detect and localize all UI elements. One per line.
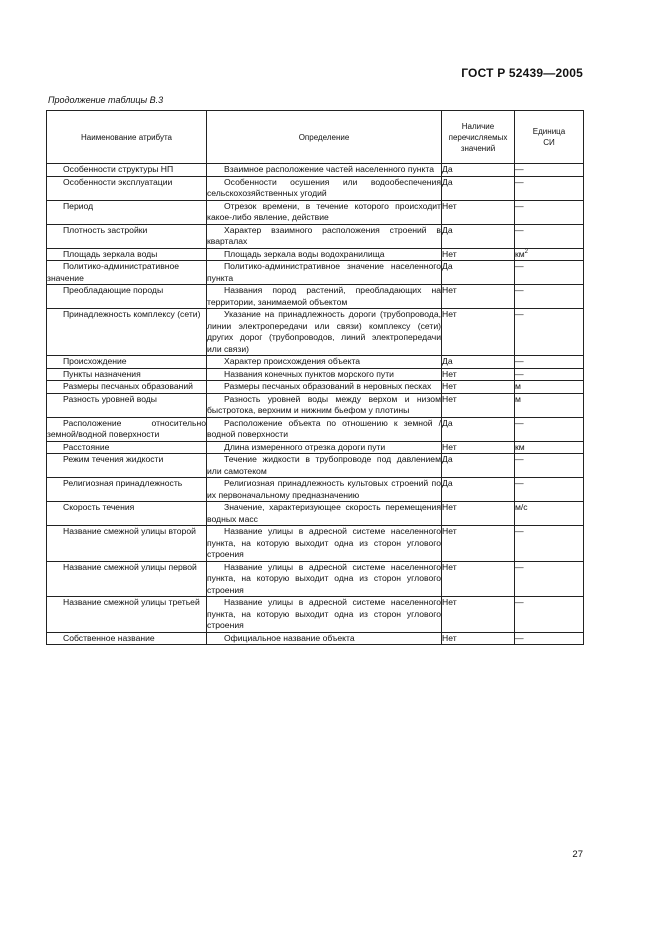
attribute-definition: Официальное название объекта bbox=[224, 632, 355, 643]
si-unit-cell bbox=[515, 393, 584, 417]
attribute-name-cell bbox=[47, 441, 207, 454]
definition-cell bbox=[207, 478, 442, 502]
table-row bbox=[47, 393, 584, 417]
column-header-name: Наименование атрибута bbox=[47, 111, 207, 164]
attribute-name-cell bbox=[47, 597, 207, 633]
attribute-definition: Название улицы в адресной системе населенного пункта, на которую выходит одна из сторон углового строения bbox=[207, 526, 441, 559]
attribute-name-cell bbox=[47, 164, 207, 177]
table-row bbox=[47, 526, 584, 562]
listed-values-cell bbox=[442, 200, 515, 224]
column-header-definition: Определение bbox=[207, 111, 442, 164]
si-unit-cell bbox=[515, 368, 584, 381]
si-unit: — bbox=[515, 454, 524, 464]
attribute-name-cell bbox=[47, 248, 207, 261]
listed-values-cell bbox=[442, 176, 515, 200]
si-unit: м bbox=[515, 381, 521, 391]
table-row bbox=[47, 597, 584, 633]
attribute-name: Принадлежность комплексу (сети) bbox=[63, 309, 201, 319]
definition-cell bbox=[207, 526, 442, 562]
column-header-listed bbox=[442, 111, 515, 164]
si-unit: — bbox=[515, 632, 524, 643]
attribute-name: Название смежной улицы второй bbox=[63, 526, 196, 536]
attribute-name-cell bbox=[47, 224, 207, 248]
attribute-definition: Указание на принадлежность дороги (трубопровода, линии электропередачи или связи) комплексу (сети) других дорог (трубопроводов, линий электропередачи или связи) bbox=[207, 309, 441, 354]
attribute-name-cell bbox=[47, 478, 207, 502]
definition-cell bbox=[207, 597, 442, 633]
attribute-name-cell bbox=[47, 261, 207, 285]
listed-values-flag: Нет bbox=[442, 309, 457, 319]
table-body bbox=[47, 164, 584, 645]
listed-values-flag: Да bbox=[442, 261, 453, 271]
listed-values-cell bbox=[442, 368, 515, 381]
si-unit: — bbox=[515, 478, 524, 488]
si-unit-cell bbox=[515, 597, 584, 633]
document-header: ГОСТ Р 52439—2005 bbox=[461, 66, 583, 80]
attribute-name-cell bbox=[47, 417, 207, 441]
listed-values-flag: Нет bbox=[442, 248, 457, 259]
attribute-definition: Взаимное расположение частей населенного пункта bbox=[224, 164, 435, 174]
listed-values-flag: Да bbox=[442, 164, 453, 174]
attribute-name: Расстояние bbox=[63, 441, 110, 452]
definition-cell bbox=[207, 200, 442, 224]
listed-values-flag: Нет bbox=[442, 632, 457, 643]
si-unit: — bbox=[515, 176, 524, 187]
attribute-name-cell bbox=[47, 502, 207, 526]
listed-values-cell bbox=[442, 261, 515, 285]
si-unit: — bbox=[515, 368, 524, 379]
attribute-name: Скорость течения bbox=[63, 502, 135, 512]
attribute-name-cell bbox=[47, 285, 207, 309]
si-unit-cell bbox=[515, 164, 584, 177]
table-row bbox=[47, 309, 584, 356]
listed-values-cell bbox=[442, 478, 515, 502]
table-row bbox=[47, 502, 584, 526]
attribute-name: Площадь зеркала воды bbox=[63, 248, 158, 259]
attribute-definition: Характер происхождения объекта bbox=[224, 356, 361, 366]
attribute-definition: Названия пород растений, преобладающих на территории, занимаемой объектом bbox=[207, 285, 441, 307]
definition-cell bbox=[207, 164, 442, 177]
listed-values-cell bbox=[442, 248, 515, 261]
definition-cell bbox=[207, 502, 442, 526]
attribute-name: Собственное название bbox=[63, 632, 155, 643]
si-unit: — bbox=[515, 561, 524, 572]
definition-cell bbox=[207, 417, 442, 441]
definition-cell bbox=[207, 632, 442, 645]
column-header-listed-line3: значений bbox=[460, 143, 496, 153]
listed-values-flag: Нет bbox=[442, 381, 457, 391]
listed-values-cell bbox=[442, 417, 515, 441]
attribute-definition: Характер взаимного расположения строений в кварталах bbox=[207, 224, 441, 246]
table-row bbox=[47, 224, 584, 248]
listed-values-cell bbox=[442, 454, 515, 478]
si-unit: — bbox=[515, 285, 524, 295]
attribute-definition: Название улицы в адресной системе населенного пункта, на которую выходит одна из сторон углового строения bbox=[207, 561, 441, 595]
table-row bbox=[47, 176, 584, 200]
table-row bbox=[47, 417, 584, 441]
attribute-name-cell bbox=[47, 561, 207, 597]
attribute-definition: Значение, характеризующее скорость перемещения водных масс bbox=[207, 502, 441, 524]
attribute-name-cell bbox=[47, 200, 207, 224]
attribute-definition: Политико-административное значение населенного пункта bbox=[207, 261, 441, 283]
listed-values-flag: Нет bbox=[442, 502, 457, 512]
attribute-definition: Религиозная принадлежность культовых строений по их первоначальному предназначению bbox=[207, 478, 441, 500]
attribute-name: Период bbox=[63, 200, 94, 211]
listed-values-cell bbox=[442, 561, 515, 597]
attribute-name: Разность уровней воды bbox=[63, 393, 157, 404]
attribute-name-cell bbox=[47, 176, 207, 200]
definition-cell bbox=[207, 381, 442, 394]
definition-cell bbox=[207, 309, 442, 356]
si-unit: — bbox=[515, 417, 524, 428]
definition-cell bbox=[207, 368, 442, 381]
si-unit-cell bbox=[515, 632, 584, 645]
listed-values-cell bbox=[442, 381, 515, 394]
table-row bbox=[47, 454, 584, 478]
attribute-definition: Названия конечных пунктов морского пути bbox=[224, 368, 394, 379]
si-unit: — bbox=[515, 526, 524, 536]
attribute-name: Плотность застройки bbox=[63, 224, 148, 235]
table-header-row bbox=[47, 111, 584, 164]
definition-cell bbox=[207, 441, 442, 454]
column-header-listed-line2: перечисляемых bbox=[448, 132, 508, 142]
table-row bbox=[47, 200, 584, 224]
listed-values-flag: Да bbox=[442, 356, 453, 366]
attribute-definition: Разность уровней воды между верхом и низом быстротока, верхним и нижним бьефом у плотины bbox=[207, 393, 441, 415]
si-unit-cell bbox=[515, 561, 584, 597]
si-unit: — bbox=[515, 224, 524, 235]
listed-values-flag: Нет bbox=[442, 441, 457, 452]
si-unit: — bbox=[515, 164, 524, 174]
attribute-name: Расположение относительно земной/водной поверхности bbox=[47, 417, 206, 439]
attribute-name: Режим течения жидкости bbox=[63, 454, 164, 464]
attribute-name: Название смежной улицы третьей bbox=[63, 597, 200, 607]
listed-values-cell bbox=[442, 285, 515, 309]
listed-values-flag: Да bbox=[442, 417, 453, 428]
listed-values-cell bbox=[442, 393, 515, 417]
listed-values-flag: Нет bbox=[442, 597, 457, 607]
attribute-definition: Площадь зеркала воды водохранилища bbox=[224, 248, 385, 259]
definition-cell bbox=[207, 356, 442, 369]
attribute-name-cell bbox=[47, 454, 207, 478]
si-unit-cell bbox=[515, 502, 584, 526]
listed-values-flag: Нет bbox=[442, 285, 457, 295]
attribute-definition: Длина измеренного отрезка дороги пути bbox=[224, 441, 386, 452]
si-unit-cell bbox=[515, 261, 584, 285]
attribute-name: Политико-административное значение bbox=[47, 261, 180, 283]
definition-cell bbox=[207, 176, 442, 200]
si-unit-cell bbox=[515, 356, 584, 369]
listed-values-cell bbox=[442, 356, 515, 369]
definition-cell bbox=[207, 248, 442, 261]
listed-values-flag: Да bbox=[442, 176, 453, 187]
attribute-name-cell bbox=[47, 526, 207, 562]
attribute-definition: Течение жидкости в трубопроводе под давлением или самотеком bbox=[207, 454, 441, 476]
listed-values-flag: Да bbox=[442, 454, 453, 464]
listed-values-cell bbox=[442, 441, 515, 454]
table-row bbox=[47, 632, 584, 645]
attribute-name: Религиозная принадлежность bbox=[63, 478, 183, 488]
attribute-name: Особенности структуры НП bbox=[63, 164, 174, 174]
attributes-table bbox=[46, 110, 584, 645]
attribute-name: Пункты назначения bbox=[63, 368, 141, 379]
si-unit-cell bbox=[515, 526, 584, 562]
si-unit: м/с bbox=[515, 502, 528, 512]
si-unit-cell bbox=[515, 417, 584, 441]
listed-values-flag: Да bbox=[442, 224, 453, 235]
listed-values-cell bbox=[442, 309, 515, 356]
si-unit-cell bbox=[515, 285, 584, 309]
attribute-name-cell bbox=[47, 368, 207, 381]
table-row bbox=[47, 261, 584, 285]
definition-cell bbox=[207, 261, 442, 285]
si-unit-cell bbox=[515, 441, 584, 454]
table-row bbox=[47, 285, 584, 309]
si-unit: — bbox=[515, 356, 524, 366]
definition-cell bbox=[207, 285, 442, 309]
attribute-name: Особенности эксплуатации bbox=[63, 176, 173, 187]
table-row bbox=[47, 164, 584, 177]
column-header-unit-line1: Единица bbox=[532, 127, 566, 136]
column-header-listed-line1: Наличие bbox=[461, 121, 495, 131]
table-caption: Продолжение таблицы В.3 bbox=[48, 95, 164, 105]
attribute-definition: Отрезок времени, в течение которого происходит какое-либо явление, действие bbox=[207, 200, 441, 222]
attribute-name-cell bbox=[47, 309, 207, 356]
si-unit: км bbox=[515, 248, 525, 259]
listed-values-flag: Да bbox=[442, 478, 453, 488]
definition-cell bbox=[207, 224, 442, 248]
column-header-unit bbox=[515, 111, 584, 164]
si-unit-cell bbox=[515, 248, 584, 261]
si-unit-cell bbox=[515, 200, 584, 224]
table-row bbox=[47, 561, 584, 597]
listed-values-flag: Нет bbox=[442, 368, 457, 379]
si-unit-exponent: 2 bbox=[524, 248, 529, 255]
attribute-name: Происхождение bbox=[63, 356, 127, 366]
attribute-definition: Размеры песчаных образований в неровных песках bbox=[224, 381, 432, 391]
si-unit: м bbox=[515, 393, 521, 404]
attribute-definition: Особенности осушения или водообеспечения сельскохозяйственных угодий bbox=[207, 176, 441, 198]
listed-values-cell bbox=[442, 502, 515, 526]
listed-values-flag: Нет bbox=[442, 526, 457, 536]
si-unit-cell bbox=[515, 176, 584, 200]
attribute-name: Название смежной улицы первой bbox=[63, 561, 197, 572]
listed-values-cell bbox=[442, 597, 515, 633]
si-unit: км bbox=[515, 441, 525, 452]
definition-cell bbox=[207, 454, 442, 478]
si-unit-cell bbox=[515, 309, 584, 356]
si-unit-cell bbox=[515, 454, 584, 478]
attribute-name-cell bbox=[47, 356, 207, 369]
si-unit-cell bbox=[515, 224, 584, 248]
listed-values-cell bbox=[442, 632, 515, 645]
si-unit: — bbox=[515, 597, 524, 607]
table-row bbox=[47, 381, 584, 394]
column-header-unit-line2: СИ bbox=[543, 138, 555, 147]
attribute-name-cell bbox=[47, 632, 207, 645]
si-unit-cell bbox=[515, 478, 584, 502]
table-row bbox=[47, 248, 584, 261]
table-row bbox=[47, 478, 584, 502]
listed-values-flag: Нет bbox=[442, 200, 457, 211]
attribute-name-cell bbox=[47, 381, 207, 394]
page-number: 27 bbox=[572, 849, 583, 860]
si-unit: — bbox=[515, 261, 524, 271]
si-unit: — bbox=[515, 309, 524, 319]
attribute-name: Преобладающие породы bbox=[63, 285, 164, 295]
table-row bbox=[47, 368, 584, 381]
listed-values-cell bbox=[442, 224, 515, 248]
attribute-name-cell bbox=[47, 393, 207, 417]
si-unit-cell bbox=[515, 381, 584, 394]
table-row bbox=[47, 441, 584, 454]
listed-values-flag: Нет bbox=[442, 561, 457, 572]
definition-cell bbox=[207, 561, 442, 597]
listed-values-cell bbox=[442, 526, 515, 562]
attribute-definition: Расположение объекта по отношению к земной /водной поверхности bbox=[207, 417, 441, 439]
definition-cell bbox=[207, 393, 442, 417]
si-unit: — bbox=[515, 200, 524, 211]
listed-values-flag: Нет bbox=[442, 393, 457, 404]
attribute-name: Размеры песчаных образований bbox=[63, 381, 193, 391]
table-row bbox=[47, 356, 584, 369]
listed-values-cell bbox=[442, 164, 515, 177]
attribute-definition: Название улицы в адресной системе населенного пункта, на которую выходит одна из сторон углового строения bbox=[207, 597, 441, 630]
